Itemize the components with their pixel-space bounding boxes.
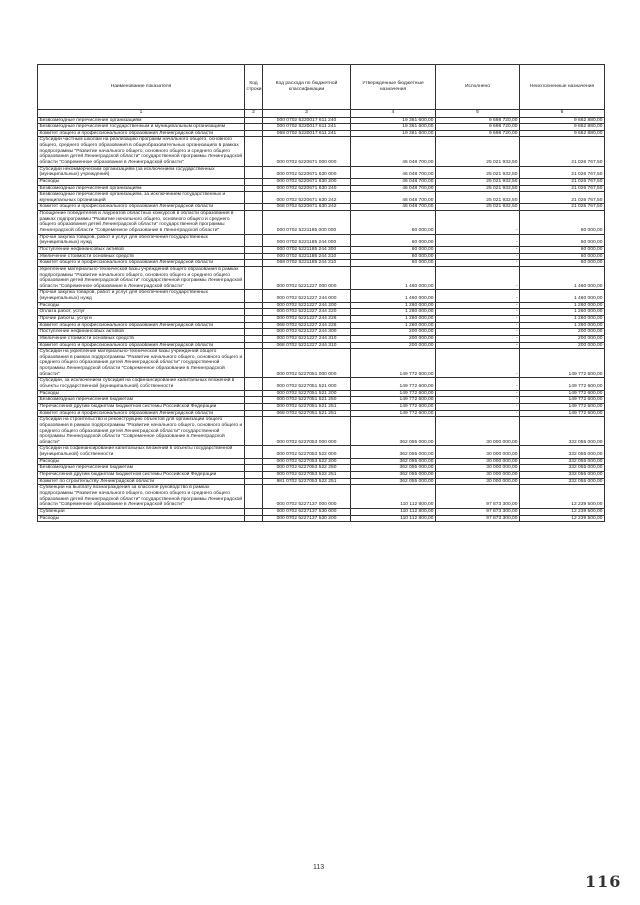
unexecuted-amount-cell: 149 772 600,00: [520, 397, 605, 404]
executed-amount-cell: 30 000 000,00: [436, 478, 520, 485]
executed-amount-cell: -: [436, 266, 520, 290]
unexecuted-amount-cell: 1 460 000,00: [520, 266, 605, 290]
unexecuted-amount-cell: 332 055 000,00: [520, 472, 605, 479]
table-row: [38, 130, 605, 137]
approved-amount-cell: 1 260 000,00: [351, 309, 436, 316]
table-row: [38, 266, 605, 290]
executed-amount-cell: 25 021 932,50: [436, 166, 520, 178]
approved-amount-cell: 60 000,00: [351, 253, 436, 260]
budget-code-cell: 000 0702 5227137 530 200: [263, 515, 351, 522]
approved-amount-cell: 149 772 600,00: [351, 397, 436, 404]
row-code-cell: [245, 137, 263, 166]
budget-code-cell: 000 0702 5227051 521 250: [263, 397, 351, 404]
row-code-cell: [245, 234, 263, 246]
table-row: [38, 485, 605, 509]
table-row: [38, 342, 605, 349]
row-code-cell: [245, 266, 263, 290]
unexecuted-amount-cell: 332 055 000,00: [520, 465, 605, 472]
row-name-cell: Комитет общего и профессионального образования Ленинградской области: [38, 322, 245, 329]
row-code-cell: [245, 302, 263, 309]
table-row: [38, 446, 605, 458]
executed-amount-cell: -: [436, 260, 520, 267]
row-name-cell: Комитет общего и профессионального образования Ленинградской области: [38, 204, 245, 211]
approved-amount-cell: 149 772 600,00: [351, 390, 436, 397]
approved-amount-cell: 362 055 000,00: [351, 465, 436, 472]
executed-amount-cell: -: [436, 390, 520, 397]
table-row: [38, 349, 605, 378]
approved-amount-cell: 1 260 000,00: [351, 302, 436, 309]
approved-amount-cell: 46 048 700,00: [351, 166, 436, 178]
unexecuted-amount-cell: 60 000,00: [520, 234, 605, 246]
unexecuted-amount-cell: 200 000,00: [520, 335, 605, 342]
executed-amount-cell: 9 698 720,00: [436, 124, 520, 131]
table-row: [38, 137, 605, 166]
row-code-cell: [245, 478, 263, 485]
row-code-cell: [245, 515, 263, 522]
row-code-cell: [245, 192, 263, 204]
table-row: [38, 290, 605, 302]
row-name-cell: Прочая закупка товаров, работ и услуг для обеспечения государственных (муниципальных) нужд: [38, 234, 245, 246]
approved-amount-cell: 46 048 700,00: [351, 192, 436, 204]
approved-amount-cell: 1 460 000,00: [351, 290, 436, 302]
budget-code-cell: 000 0702 5221227 244 220: [263, 309, 351, 316]
header-name: Наименование показателя: [38, 65, 245, 110]
row-name-cell: Комитет общего и профессионального образования Ленинградской области: [38, 410, 245, 417]
row-name-cell: Субвенции: [38, 508, 245, 515]
table-row: [38, 260, 605, 267]
row-code-cell: [245, 316, 263, 323]
row-name-cell: Увеличение стоимости основных средств: [38, 253, 245, 260]
row-name-cell: Поступление нефинансовых активов: [38, 246, 245, 253]
executed-amount-cell: -: [436, 342, 520, 349]
table-row: [38, 472, 605, 479]
budget-code-cell: 000 0702 5221185 244 000: [263, 234, 351, 246]
unexecuted-amount-cell: 149 772 600,00: [520, 349, 605, 378]
budget-code-cell: 000 0702 5220017 611 241: [263, 124, 351, 131]
budget-code-cell: 000 0702 5220671 630 240: [263, 185, 351, 192]
unexecuted-amount-cell: 332 055 000,00: [520, 417, 605, 446]
table-row: [38, 192, 605, 204]
row-name-cell: Расходы: [38, 178, 245, 185]
table-row: [38, 309, 605, 316]
unexecuted-amount-cell: 60 000,00: [520, 246, 605, 253]
column-number: 1: [38, 110, 245, 118]
executed-amount-cell: 30 000 000,00: [436, 458, 520, 465]
table-row: [38, 397, 605, 404]
header-budget-code: Код расхода по бюджетной классификации: [263, 65, 351, 110]
header-executed: Исполнено: [436, 65, 520, 110]
table-row: [38, 166, 605, 178]
budget-code-cell: 000 0702 5221185 244 300: [263, 246, 351, 253]
approved-amount-cell: 362 055 000,00: [351, 472, 436, 479]
row-code-cell: [245, 472, 263, 479]
row-name-cell: Расходы: [38, 458, 245, 465]
row-code-cell: [245, 349, 263, 378]
budget-code-cell: 000 0702 5221227 244 310: [263, 335, 351, 342]
executed-amount-cell: -: [436, 322, 520, 329]
executed-amount-cell: 30 000 000,00: [436, 472, 520, 479]
approved-amount-cell: 19 361 600,00: [351, 117, 436, 124]
executed-amount-cell: 25 021 932,50: [436, 192, 520, 204]
row-name-cell: Безвозмездные перечисления организациям: [38, 185, 245, 192]
budget-code-cell: 000 0702 5227051 521 251: [263, 403, 351, 410]
row-code-cell: [245, 322, 263, 329]
unexecuted-amount-cell: 1 260 000,00: [520, 316, 605, 323]
row-name-cell: Безвозмездные перечисления бюджетам: [38, 465, 245, 472]
row-name-cell: Комитет общего и профессионального образования Ленинградской области: [38, 130, 245, 137]
column-number-row: [38, 110, 605, 118]
table-row: [38, 329, 605, 336]
header-row-code: Код строки: [245, 65, 263, 110]
row-name-cell: Субсидии частным школам на реализацию программ начального общего, основного общего, среднего общего образования в общеобразовательных организациях в рамках подпрограммы "Развитие начального общего, основного общего и среднего общего образования детей Ленинградской области" государственной программы Ленинградской области "Современное образование в Ленинградской области": [38, 137, 245, 166]
table-row: [38, 117, 605, 124]
approved-amount-cell: 1 260 000,00: [351, 322, 436, 329]
row-code-cell: [245, 185, 263, 192]
budget-code-cell: 000 0702 5227053 522 251: [263, 472, 351, 479]
row-name-cell: Расходы: [38, 302, 245, 309]
approved-amount-cell: 60 000,00: [351, 260, 436, 267]
row-name-cell: Субсидии, за исключением субсидий на софинансирование капитальных вложений в объекты государственной (муниципальной) собственности: [38, 378, 245, 390]
unexecuted-amount-cell: 12 239 500,00: [520, 508, 605, 515]
row-name-cell: Безвозмездные перечисления бюджетам: [38, 397, 245, 404]
table-row: [38, 390, 605, 397]
header-unexecuted: Неисполненные назначения: [520, 65, 605, 110]
table-row: [38, 335, 605, 342]
row-name-cell: Поощрение победителей и лауреатов областных конкурсов в области образования в рамках подпрограммы "Развитие начального общего, основного общего и среднего общего образования детей Ленинградской области" государственной программы Ленинградской области "Современное образование в Ленинградской области": [38, 211, 245, 235]
executed-amount-cell: 25 021 932,50: [436, 178, 520, 185]
row-code-cell: [245, 130, 263, 137]
table-row: [38, 322, 605, 329]
row-code-cell: [245, 458, 263, 465]
row-code-cell: [245, 342, 263, 349]
executed-amount-cell: -: [436, 378, 520, 390]
budget-code-cell: 000 0702 5221227 244 300: [263, 329, 351, 336]
budget-code-cell: 000 0702 5227137 530 000: [263, 508, 351, 515]
approved-amount-cell: 200 000,00: [351, 342, 436, 349]
row-name-cell: Перечисления другим бюджетам бюджетной системы Российской Федерации: [38, 403, 245, 410]
approved-amount-cell: 1 460 000,00: [351, 266, 436, 290]
budget-code-cell: 068 0702 5221185 244 310: [263, 260, 351, 267]
executed-amount-cell: -: [436, 410, 520, 417]
budget-code-cell: 000 0702 5227051 521 000: [263, 378, 351, 390]
table-row: [38, 185, 605, 192]
budget-code-cell: 068 0702 5221227 244 226: [263, 322, 351, 329]
budget-code-cell: 000 0702 5221227 244 000: [263, 290, 351, 302]
executed-amount-cell: 9 698 720,00: [436, 130, 520, 137]
approved-amount-cell: 149 772 600,00: [351, 403, 436, 410]
executed-amount-cell: -: [436, 246, 520, 253]
table-row: [38, 178, 605, 185]
approved-amount-cell: 60 000,00: [351, 246, 436, 253]
executed-amount-cell: 30 000 000,00: [436, 417, 520, 446]
row-code-cell: [245, 335, 263, 342]
approved-amount-cell: 46 048 700,00: [351, 178, 436, 185]
unexecuted-amount-cell: 1 260 000,00: [520, 309, 605, 316]
budget-code-cell: 000 0702 5227053 522 200: [263, 458, 351, 465]
row-code-cell: [245, 378, 263, 390]
table-row: [38, 253, 605, 260]
header-approved: Утвержденные бюджетные назначения: [351, 65, 436, 110]
unexecuted-amount-cell: 60 000,00: [520, 260, 605, 267]
budget-code-cell: 000 0702 5220671 630 200: [263, 178, 351, 185]
approved-amount-cell: 19 361 600,00: [351, 130, 436, 137]
approved-amount-cell: 60 000,00: [351, 234, 436, 246]
executed-amount-cell: -: [436, 302, 520, 309]
budget-code-cell: 981 0702 5227053 522 251: [263, 478, 351, 485]
unexecuted-amount-cell: 149 772 600,00: [520, 410, 605, 417]
column-number: 4: [351, 110, 436, 118]
budget-code-cell: 000 0702 5221227 000 000: [263, 266, 351, 290]
unexecuted-amount-cell: 149 772 600,00: [520, 390, 605, 397]
approved-amount-cell: 1 260 000,00: [351, 316, 436, 323]
unexecuted-amount-cell: 149 772 600,00: [520, 378, 605, 390]
row-code-cell: [245, 508, 263, 515]
row-name-cell: Прочая закупка товаров, работ и услуг для обеспечения государственных (муниципальных) нужд: [38, 290, 245, 302]
unexecuted-amount-cell: 1 260 000,00: [520, 322, 605, 329]
executed-amount-cell: -: [436, 253, 520, 260]
table-row: [38, 508, 605, 515]
row-name-cell: Субсидии на строительство и реконструкцию объектов для организации общего образования в рамках подпрограммы "Развитие начального общего, основного общего и среднего общего образования детей Ленинградской области" государственной программы Ленинградской области "Современное образование в Ленинградской области": [38, 417, 245, 446]
unexecuted-amount-cell: 21 026 767,50: [520, 185, 605, 192]
approved-amount-cell: 19 361 600,00: [351, 124, 436, 131]
row-code-cell: [245, 397, 263, 404]
table-row: [38, 458, 605, 465]
table-row: [38, 316, 605, 323]
approved-amount-cell: 362 055 000,00: [351, 417, 436, 446]
executed-amount-cell: -: [436, 397, 520, 404]
executed-amount-cell: -: [436, 403, 520, 410]
table-row: [38, 478, 605, 485]
row-name-cell: Укрепление материально-технической базы учреждений общего образования в рамках подпрограммы "Развитие начального общего, основного общего и среднего общего образования детей Ленинградской области" государственной программы Ленинградской области "Современное образование в Ленинградской области": [38, 266, 245, 290]
row-name-cell: Оплата работ, услуг: [38, 309, 245, 316]
column-number: 6: [520, 110, 605, 118]
budget-code-cell: 000 0702 5221227 244 226: [263, 316, 351, 323]
approved-amount-cell: 362 055 000,00: [351, 446, 436, 458]
approved-amount-cell: 60 000,00: [351, 211, 436, 235]
approved-amount-cell: 46 048 700,00: [351, 137, 436, 166]
unexecuted-amount-cell: 60 000,00: [520, 211, 605, 235]
executed-amount-cell: 30 000 000,00: [436, 465, 520, 472]
budget-code-cell: 000 0702 5227051 000 000: [263, 349, 351, 378]
row-code-cell: [245, 204, 263, 211]
budget-code-cell: 000 0702 5221227 244 200: [263, 302, 351, 309]
executed-amount-cell: 25 021 932,50: [436, 204, 520, 211]
approved-amount-cell: 110 112 800,00: [351, 508, 436, 515]
budget-code-cell: 000 0702 5221185 000 000: [263, 211, 351, 235]
row-name-cell: Комитет общего и профессионального образования Ленинградской области: [38, 260, 245, 267]
table-row: [38, 378, 605, 390]
table-body: [38, 117, 605, 522]
row-name-cell: Расходы: [38, 515, 245, 522]
unexecuted-amount-cell: 9 662 880,00: [520, 130, 605, 137]
row-name-cell: Прочие работы, услуги: [38, 316, 245, 323]
table-row: [38, 246, 605, 253]
row-code-cell: [245, 211, 263, 235]
executed-amount-cell: -: [436, 329, 520, 336]
row-code-cell: [245, 403, 263, 410]
budget-code-cell: 000 0702 5220671 630 000: [263, 166, 351, 178]
table-row: [38, 465, 605, 472]
table-row: [38, 302, 605, 309]
table-row: [38, 403, 605, 410]
budget-execution-table: [37, 64, 605, 522]
unexecuted-amount-cell: 332 055 000,00: [520, 478, 605, 485]
executed-amount-cell: -: [436, 290, 520, 302]
column-number: 2: [245, 110, 263, 118]
approved-amount-cell: 149 772 600,00: [351, 378, 436, 390]
executed-amount-cell: 30 000 000,00: [436, 446, 520, 458]
table-row: [38, 211, 605, 235]
budget-code-cell: 000 0702 5227053 000 000: [263, 417, 351, 446]
row-name-cell: Комитет общего и профессионального образования Ленинградской области: [38, 342, 245, 349]
table-row: [38, 124, 605, 131]
executed-amount-cell: 25 021 932,50: [436, 185, 520, 192]
row-name-cell: Безвозмездные перечисления организациям, за исключением государственных и муниципальных организаций: [38, 192, 245, 204]
budget-code-cell: 000 0702 5220671 630 242: [263, 192, 351, 204]
table-row: [38, 204, 605, 211]
row-code-cell: [245, 260, 263, 267]
row-code-cell: [245, 246, 263, 253]
row-code-cell: [245, 390, 263, 397]
column-number: 3: [263, 110, 351, 118]
approved-amount-cell: 149 772 600,00: [351, 349, 436, 378]
unexecuted-amount-cell: 149 772 600,00: [520, 403, 605, 410]
row-code-cell: [245, 253, 263, 260]
budget-code-cell: 000 0702 5220017 611 240: [263, 117, 351, 124]
budget-code-cell: 000 0702 5227053 522 250: [263, 465, 351, 472]
row-name-cell: Безвозмездные перечисления организациям: [38, 117, 245, 124]
unexecuted-amount-cell: 21 026 767,50: [520, 204, 605, 211]
column-number: 5: [436, 110, 520, 118]
row-name-cell: Субсидии на укрепление материально-технической базы учреждений общего образования в рамках подпрограммы "Развитие начального общего, основного общего и среднего общего образования детей Ленинградской области" государственной программы Ленинградской области "Современное образование в Ленинградской области": [38, 349, 245, 378]
unexecuted-amount-cell: 9 662 880,00: [520, 117, 605, 124]
row-code-cell: [245, 117, 263, 124]
unexecuted-amount-cell: 332 055 000,00: [520, 458, 605, 465]
row-name-cell: Субвенции на выплату вознаграждения за классное руководство в рамках подпрограммы "Развитие начального общего, основного общего и среднего общего образования детей Ленинградской области" государственной программы Ленинградской области "Современное образование в Ленинградской области": [38, 485, 245, 509]
approved-amount-cell: 46 048 700,00: [351, 185, 436, 192]
row-code-cell: [245, 178, 263, 185]
approved-amount-cell: 149 772 600,00: [351, 410, 436, 417]
table-row: [38, 410, 605, 417]
budget-code-cell: 000 0702 5227137 000 000: [263, 485, 351, 509]
row-code-cell: [245, 166, 263, 178]
unexecuted-amount-cell: 21 026 767,50: [520, 166, 605, 178]
budget-code-cell: 068 0702 5220017 611 241: [263, 130, 351, 137]
row-name-cell: Безвозмездные перечисления государственным и муниципальным организациям: [38, 124, 245, 131]
executed-amount-cell: 97 873 300,00: [436, 515, 520, 522]
unexecuted-amount-cell: 21 026 767,50: [520, 178, 605, 185]
unexecuted-amount-cell: 60 000,00: [520, 253, 605, 260]
approved-amount-cell: 200 000,00: [351, 335, 436, 342]
executed-amount-cell: -: [436, 349, 520, 378]
row-code-cell: [245, 410, 263, 417]
table-row: [38, 234, 605, 246]
budget-code-cell: 000 0702 5227051 521 200: [263, 390, 351, 397]
unexecuted-amount-cell: 200 000,00: [520, 342, 605, 349]
unexecuted-amount-cell: 12 239 500,00: [520, 515, 605, 522]
unexecuted-amount-cell: 332 055 000,00: [520, 446, 605, 458]
executed-amount-cell: -: [436, 211, 520, 235]
budget-code-cell: 068 0702 5227051 521 251: [263, 410, 351, 417]
budget-code-cell: 000 0702 5221185 244 310: [263, 253, 351, 260]
budget-code-cell: 000 0702 5220671 000 000: [263, 137, 351, 166]
page-number: 113: [313, 864, 325, 871]
unexecuted-amount-cell: 200 000,00: [520, 329, 605, 336]
row-code-cell: [245, 465, 263, 472]
approved-amount-cell: 362 055 000,00: [351, 478, 436, 485]
approved-amount-cell: 362 055 000,00: [351, 458, 436, 465]
row-code-cell: [245, 446, 263, 458]
executed-amount-cell: -: [436, 335, 520, 342]
unexecuted-amount-cell: 12 239 500,00: [520, 485, 605, 509]
approved-amount-cell: 110 112 800,00: [351, 485, 436, 509]
unexecuted-amount-cell: 21 026 767,50: [520, 192, 605, 204]
table-row: [38, 417, 605, 446]
row-name-cell: Перечисления другим бюджетам бюджетной системы Российской Федерации: [38, 472, 245, 479]
approved-amount-cell: 46 048 700,00: [351, 204, 436, 211]
table-row: [38, 515, 605, 522]
row-name-cell: Расходы: [38, 390, 245, 397]
row-name-cell: Поступление нефинансовых активов: [38, 329, 245, 336]
row-name-cell: Комитет по строительству Ленинградской области: [38, 478, 245, 485]
executed-amount-cell: 97 873 300,00: [436, 485, 520, 509]
approved-amount-cell: 110 112 800,00: [351, 515, 436, 522]
row-code-cell: [245, 124, 263, 131]
executed-amount-cell: -: [436, 234, 520, 246]
row-code-cell: [245, 417, 263, 446]
row-code-cell: [245, 309, 263, 316]
executed-amount-cell: 25 021 932,50: [436, 137, 520, 166]
row-code-cell: [245, 290, 263, 302]
handwritten-page-stamp: 116: [585, 872, 622, 891]
budget-code-cell: 000 0702 5227053 522 000: [263, 446, 351, 458]
executed-amount-cell: 97 873 300,00: [436, 508, 520, 515]
row-name-cell: Увеличение стоимости основных средств: [38, 335, 245, 342]
budget-code-cell: 068 0702 5221227 244 310: [263, 342, 351, 349]
unexecuted-amount-cell: 9 662 880,00: [520, 124, 605, 131]
unexecuted-amount-cell: 1 260 000,00: [520, 302, 605, 309]
row-code-cell: [245, 329, 263, 336]
executed-amount-cell: -: [436, 316, 520, 323]
header-row: [38, 65, 605, 110]
row-name-cell: Субсидии на софинансирование капитальных вложений в объекты государственной (муниципальной) собственности: [38, 446, 245, 458]
unexecuted-amount-cell: 21 026 767,50: [520, 137, 605, 166]
approved-amount-cell: 200 000,00: [351, 329, 436, 336]
executed-amount-cell: 9 698 720,00: [436, 117, 520, 124]
budget-code-cell: 068 0702 5220671 630 242: [263, 204, 351, 211]
row-code-cell: [245, 485, 263, 509]
unexecuted-amount-cell: 1 460 000,00: [520, 290, 605, 302]
row-name-cell: Субсидии некоммерческим организациям (за исключением государственных (муниципальных) учреждений): [38, 166, 245, 178]
executed-amount-cell: -: [436, 309, 520, 316]
